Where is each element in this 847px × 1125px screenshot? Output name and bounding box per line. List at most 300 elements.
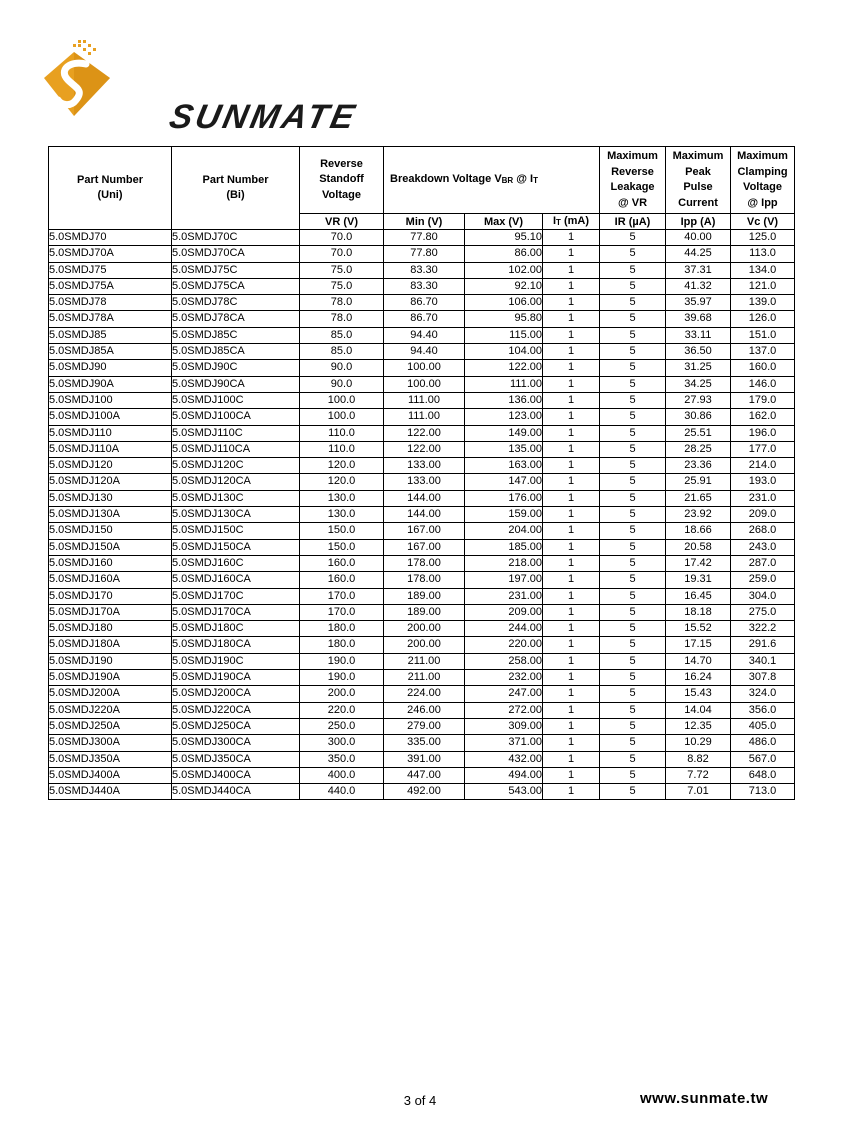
cell-bv-min: 77.80 xyxy=(384,246,465,262)
cell-part-bi: 5.0SMDJ300CA xyxy=(172,735,300,751)
cell-ir: 5 xyxy=(600,718,666,734)
cell-it: 1 xyxy=(543,735,600,751)
cell-part-bi: 5.0SMDJ75CA xyxy=(172,278,300,294)
cell-bv-min: 492.00 xyxy=(384,784,465,800)
cell-vr: 190.0 xyxy=(300,653,384,669)
cell-bv-min: 100.00 xyxy=(384,376,465,392)
cell-ipp: 19.31 xyxy=(666,572,731,588)
cell-part-uni: 5.0SMDJ150A xyxy=(49,539,172,555)
cell-part-uni: 5.0SMDJ78 xyxy=(49,295,172,311)
cell-ipp: 14.70 xyxy=(666,653,731,669)
cell-vc: 268.0 xyxy=(731,523,795,539)
cell-ir: 5 xyxy=(600,621,666,637)
cell-vr: 110.0 xyxy=(300,441,384,457)
table-row xyxy=(49,262,795,278)
table-row xyxy=(49,230,795,246)
cell-ipp: 25.51 xyxy=(666,425,731,441)
cell-part-bi: 5.0SMDJ200CA xyxy=(172,686,300,702)
cell-vc: 134.0 xyxy=(731,262,795,278)
cell-ir: 5 xyxy=(600,555,666,571)
cell-bv-min: 133.00 xyxy=(384,474,465,490)
cell-ipp: 33.11 xyxy=(666,327,731,343)
cell-it: 1 xyxy=(543,653,600,669)
cell-part-uni: 5.0SMDJ120A xyxy=(49,474,172,490)
cell-ir: 5 xyxy=(600,376,666,392)
cell-ir: 5 xyxy=(600,246,666,262)
cell-vc: 259.0 xyxy=(731,572,795,588)
cell-part-uni: 5.0SMDJ400A xyxy=(49,767,172,783)
cell-it: 1 xyxy=(543,425,600,441)
table-row xyxy=(49,604,795,620)
cell-ir: 5 xyxy=(600,686,666,702)
table-row xyxy=(49,767,795,783)
cell-it: 1 xyxy=(543,327,600,343)
cell-ipp: 15.52 xyxy=(666,621,731,637)
cell-bv-min: 178.00 xyxy=(384,572,465,588)
cell-bv-max: 147.00 xyxy=(465,474,543,490)
unit-ir: IR (µA) xyxy=(600,214,666,230)
col-header-part-uni: Part Number (Uni) xyxy=(49,147,172,230)
cell-bv-min: 200.00 xyxy=(384,621,465,637)
cell-it: 1 xyxy=(543,588,600,604)
cell-it: 1 xyxy=(543,767,600,783)
cell-bv-min: 167.00 xyxy=(384,539,465,555)
cell-ipp: 7.72 xyxy=(666,767,731,783)
cell-part-uni: 5.0SMDJ220A xyxy=(49,702,172,718)
cell-it: 1 xyxy=(543,507,600,523)
cell-it: 1 xyxy=(543,686,600,702)
cell-bv-max: 176.00 xyxy=(465,490,543,506)
cell-ipp: 36.50 xyxy=(666,344,731,360)
cell-ipp: 31.25 xyxy=(666,360,731,376)
cell-part-bi: 5.0SMDJ85CA xyxy=(172,344,300,360)
cell-ir: 5 xyxy=(600,262,666,278)
cell-ipp: 41.32 xyxy=(666,278,731,294)
cell-bv-max: 220.00 xyxy=(465,637,543,653)
cell-ir: 5 xyxy=(600,653,666,669)
cell-ipp: 39.68 xyxy=(666,311,731,327)
table-row xyxy=(49,686,795,702)
col-header-part-bi: Part Number (Bi) xyxy=(172,147,300,230)
table-row xyxy=(49,735,795,751)
cell-ipp: 17.42 xyxy=(666,555,731,571)
cell-bv-min: 279.00 xyxy=(384,718,465,734)
cell-bv-max: 122.00 xyxy=(465,360,543,376)
cell-it: 1 xyxy=(543,523,600,539)
cell-part-uni: 5.0SMDJ150 xyxy=(49,523,172,539)
cell-part-uni: 5.0SMDJ170A xyxy=(49,604,172,620)
cell-vr: 180.0 xyxy=(300,637,384,653)
cell-ipp: 23.36 xyxy=(666,458,731,474)
cell-part-uni: 5.0SMDJ85 xyxy=(49,327,172,343)
cell-part-bi: 5.0SMDJ160C xyxy=(172,555,300,571)
cell-vr: 190.0 xyxy=(300,670,384,686)
cell-vr: 85.0 xyxy=(300,327,384,343)
col-header-clamping-voltage: Maximum Clamping Voltage @ Ipp xyxy=(731,147,795,214)
cell-ipp: 23.92 xyxy=(666,507,731,523)
cell-ir: 5 xyxy=(600,458,666,474)
cell-part-bi: 5.0SMDJ170C xyxy=(172,588,300,604)
cell-part-bi: 5.0SMDJ70CA xyxy=(172,246,300,262)
cell-ir: 5 xyxy=(600,278,666,294)
cell-ipp: 37.31 xyxy=(666,262,731,278)
cell-it: 1 xyxy=(543,230,600,246)
cell-vr: 400.0 xyxy=(300,767,384,783)
table-row xyxy=(49,441,795,457)
cell-part-bi: 5.0SMDJ150C xyxy=(172,523,300,539)
cell-bv-max: 95.10 xyxy=(465,230,543,246)
cell-part-uni: 5.0SMDJ100 xyxy=(49,392,172,408)
cell-bv-min: 178.00 xyxy=(384,555,465,571)
cell-ipp: 17.15 xyxy=(666,637,731,653)
cell-vr: 150.0 xyxy=(300,539,384,555)
cell-vr: 250.0 xyxy=(300,718,384,734)
cell-vc: 179.0 xyxy=(731,392,795,408)
cell-part-bi: 5.0SMDJ85C xyxy=(172,327,300,343)
unit-min: Min (V) xyxy=(384,214,465,230)
cell-bv-max: 135.00 xyxy=(465,441,543,457)
table-row xyxy=(49,718,795,734)
cell-bv-min: 189.00 xyxy=(384,588,465,604)
cell-it: 1 xyxy=(543,555,600,571)
cell-vc: 214.0 xyxy=(731,458,795,474)
cell-vc: 486.0 xyxy=(731,735,795,751)
cell-bv-max: 95.80 xyxy=(465,311,543,327)
sunmate-logo xyxy=(40,38,361,136)
cell-it: 1 xyxy=(543,458,600,474)
cell-bv-min: 77.80 xyxy=(384,230,465,246)
table-row xyxy=(49,246,795,262)
cell-ipp: 27.93 xyxy=(666,392,731,408)
cell-vc: 125.0 xyxy=(731,230,795,246)
cell-part-bi: 5.0SMDJ190CA xyxy=(172,670,300,686)
cell-ir: 5 xyxy=(600,670,666,686)
cell-bv-max: 231.00 xyxy=(465,588,543,604)
cell-ipp: 28.25 xyxy=(666,441,731,457)
cell-vr: 170.0 xyxy=(300,588,384,604)
cell-vc: 139.0 xyxy=(731,295,795,311)
cell-bv-min: 111.00 xyxy=(384,409,465,425)
logo-mark-icon xyxy=(40,38,140,124)
cell-ir: 5 xyxy=(600,441,666,457)
cell-part-bi: 5.0SMDJ100CA xyxy=(172,409,300,425)
cell-part-uni: 5.0SMDJ190 xyxy=(49,653,172,669)
cell-bv-min: 144.00 xyxy=(384,507,465,523)
cell-part-bi: 5.0SMDJ220CA xyxy=(172,702,300,718)
cell-it: 1 xyxy=(543,262,600,278)
cell-ipp: 10.29 xyxy=(666,735,731,751)
cell-part-uni: 5.0SMDJ170 xyxy=(49,588,172,604)
cell-ir: 5 xyxy=(600,409,666,425)
cell-vc: 356.0 xyxy=(731,702,795,718)
cell-ir: 5 xyxy=(600,767,666,783)
table-row xyxy=(49,425,795,441)
table-row xyxy=(49,653,795,669)
cell-ipp: 40.00 xyxy=(666,230,731,246)
cell-part-bi: 5.0SMDJ110C xyxy=(172,425,300,441)
cell-it: 1 xyxy=(543,718,600,734)
cell-vr: 100.0 xyxy=(300,409,384,425)
cell-part-uni: 5.0SMDJ90A xyxy=(49,376,172,392)
cell-ir: 5 xyxy=(600,751,666,767)
cell-vc: 126.0 xyxy=(731,311,795,327)
cell-bv-max: 244.00 xyxy=(465,621,543,637)
cell-vc: 324.0 xyxy=(731,686,795,702)
table-row xyxy=(49,751,795,767)
cell-part-bi: 5.0SMDJ160CA xyxy=(172,572,300,588)
cell-ipp: 8.82 xyxy=(666,751,731,767)
page-number: 3 of 4 xyxy=(403,1093,437,1108)
cell-ipp: 44.25 xyxy=(666,246,731,262)
cell-bv-min: 391.00 xyxy=(384,751,465,767)
cell-bv-min: 86.70 xyxy=(384,295,465,311)
cell-it: 1 xyxy=(543,670,600,686)
cell-bv-max: 136.00 xyxy=(465,392,543,408)
cell-bv-max: 115.00 xyxy=(465,327,543,343)
cell-vc: 209.0 xyxy=(731,507,795,523)
cell-bv-min: 122.00 xyxy=(384,441,465,457)
cell-vc: 648.0 xyxy=(731,767,795,783)
cell-it: 1 xyxy=(543,409,600,425)
cell-bv-max: 104.00 xyxy=(465,344,543,360)
cell-vc: 713.0 xyxy=(731,784,795,800)
cell-vr: 160.0 xyxy=(300,555,384,571)
cell-bv-max: 209.00 xyxy=(465,604,543,620)
cell-ir: 5 xyxy=(600,344,666,360)
cell-ipp: 18.18 xyxy=(666,604,731,620)
col-header-reverse-standoff: Reverse Standoff Voltage xyxy=(300,147,384,214)
cell-vc: 162.0 xyxy=(731,409,795,425)
cell-vc: 231.0 xyxy=(731,490,795,506)
table-row xyxy=(49,392,795,408)
cell-vc: 177.0 xyxy=(731,441,795,457)
cell-part-uni: 5.0SMDJ100A xyxy=(49,409,172,425)
cell-bv-min: 144.00 xyxy=(384,490,465,506)
cell-part-uni: 5.0SMDJ90 xyxy=(49,360,172,376)
cell-bv-max: 197.00 xyxy=(465,572,543,588)
cell-it: 1 xyxy=(543,751,600,767)
cell-ir: 5 xyxy=(600,392,666,408)
cell-part-bi: 5.0SMDJ100C xyxy=(172,392,300,408)
cell-part-bi: 5.0SMDJ180CA xyxy=(172,637,300,653)
cell-part-bi: 5.0SMDJ180C xyxy=(172,621,300,637)
table-body xyxy=(49,230,795,800)
cell-part-bi: 5.0SMDJ78CA xyxy=(172,311,300,327)
cell-vr: 300.0 xyxy=(300,735,384,751)
cell-vc: 287.0 xyxy=(731,555,795,571)
table-row xyxy=(49,523,795,539)
cell-vc: 243.0 xyxy=(731,539,795,555)
cell-it: 1 xyxy=(543,572,600,588)
cell-ir: 5 xyxy=(600,474,666,490)
table-row xyxy=(49,458,795,474)
cell-bv-min: 100.00 xyxy=(384,360,465,376)
cell-it: 1 xyxy=(543,376,600,392)
unit-vr: VR (V) xyxy=(300,214,384,230)
cell-vr: 90.0 xyxy=(300,376,384,392)
cell-vc: 304.0 xyxy=(731,588,795,604)
cell-ipp: 18.66 xyxy=(666,523,731,539)
cell-ir: 5 xyxy=(600,702,666,718)
cell-ir: 5 xyxy=(600,425,666,441)
cell-ir: 5 xyxy=(600,523,666,539)
cell-ipp: 7.01 xyxy=(666,784,731,800)
table-row xyxy=(49,588,795,604)
cell-vr: 120.0 xyxy=(300,458,384,474)
cell-part-bi: 5.0SMDJ90CA xyxy=(172,376,300,392)
cell-part-bi: 5.0SMDJ70C xyxy=(172,230,300,246)
cell-ir: 5 xyxy=(600,295,666,311)
cell-bv-min: 211.00 xyxy=(384,670,465,686)
cell-vr: 130.0 xyxy=(300,507,384,523)
cell-bv-max: 111.00 xyxy=(465,376,543,392)
cell-vc: 151.0 xyxy=(731,327,795,343)
cell-it: 1 xyxy=(543,702,600,718)
table-row xyxy=(49,702,795,718)
cell-it: 1 xyxy=(543,311,600,327)
cell-bv-max: 159.00 xyxy=(465,507,543,523)
cell-bv-min: 335.00 xyxy=(384,735,465,751)
cell-part-bi: 5.0SMDJ110CA xyxy=(172,441,300,457)
cell-it: 1 xyxy=(543,474,600,490)
cell-it: 1 xyxy=(543,344,600,360)
cell-bv-max: 232.00 xyxy=(465,670,543,686)
table-row xyxy=(49,637,795,653)
unit-max: Max (V) xyxy=(465,214,543,230)
cell-bv-min: 83.30 xyxy=(384,278,465,294)
unit-vc: Vc (V) xyxy=(731,214,795,230)
col-header-reverse-leakage: Maximum Reverse Leakage @ VR xyxy=(600,147,666,214)
cell-bv-min: 211.00 xyxy=(384,653,465,669)
cell-part-bi: 5.0SMDJ75C xyxy=(172,262,300,278)
cell-ipp: 20.58 xyxy=(666,539,731,555)
cell-part-uni: 5.0SMDJ440A xyxy=(49,784,172,800)
cell-bv-min: 224.00 xyxy=(384,686,465,702)
cell-bv-max: 543.00 xyxy=(465,784,543,800)
cell-vc: 196.0 xyxy=(731,425,795,441)
cell-vc: 160.0 xyxy=(731,360,795,376)
cell-vc: 275.0 xyxy=(731,604,795,620)
cell-ipp: 12.35 xyxy=(666,718,731,734)
cell-vr: 200.0 xyxy=(300,686,384,702)
cell-bv-max: 106.00 xyxy=(465,295,543,311)
cell-vr: 160.0 xyxy=(300,572,384,588)
cell-part-bi: 5.0SMDJ120CA xyxy=(172,474,300,490)
cell-part-uni: 5.0SMDJ70 xyxy=(49,230,172,246)
cell-bv-max: 149.00 xyxy=(465,425,543,441)
cell-part-bi: 5.0SMDJ78C xyxy=(172,295,300,311)
cell-it: 1 xyxy=(543,360,600,376)
cell-ir: 5 xyxy=(600,490,666,506)
cell-ir: 5 xyxy=(600,735,666,751)
cell-bv-max: 272.00 xyxy=(465,702,543,718)
cell-ipp: 35.97 xyxy=(666,295,731,311)
cell-vc: 291.6 xyxy=(731,637,795,653)
cell-vc: 137.0 xyxy=(731,344,795,360)
cell-ipp: 16.45 xyxy=(666,588,731,604)
cell-part-bi: 5.0SMDJ400CA xyxy=(172,767,300,783)
cell-ipp: 16.24 xyxy=(666,670,731,686)
table-row xyxy=(49,327,795,343)
cell-vr: 75.0 xyxy=(300,278,384,294)
table-row xyxy=(49,409,795,425)
cell-part-bi: 5.0SMDJ250CA xyxy=(172,718,300,734)
cell-bv-max: 92.10 xyxy=(465,278,543,294)
table-row xyxy=(49,555,795,571)
cell-bv-min: 447.00 xyxy=(384,767,465,783)
cell-part-uni: 5.0SMDJ200A xyxy=(49,686,172,702)
cell-bv-min: 189.00 xyxy=(384,604,465,620)
cell-bv-max: 102.00 xyxy=(465,262,543,278)
cell-bv-max: 371.00 xyxy=(465,735,543,751)
unit-ipp: Ipp (A) xyxy=(666,214,731,230)
cell-ipp: 25.91 xyxy=(666,474,731,490)
cell-vr: 75.0 xyxy=(300,262,384,278)
cell-vr: 350.0 xyxy=(300,751,384,767)
cell-bv-max: 163.00 xyxy=(465,458,543,474)
cell-vr: 110.0 xyxy=(300,425,384,441)
cell-it: 1 xyxy=(543,604,600,620)
cell-part-uni: 5.0SMDJ70A xyxy=(49,246,172,262)
cell-part-uni: 5.0SMDJ160A xyxy=(49,572,172,588)
cell-part-bi: 5.0SMDJ90C xyxy=(172,360,300,376)
cell-part-uni: 5.0SMDJ160 xyxy=(49,555,172,571)
cell-part-uni: 5.0SMDJ130 xyxy=(49,490,172,506)
cell-ir: 5 xyxy=(600,311,666,327)
cell-part-uni: 5.0SMDJ180 xyxy=(49,621,172,637)
cell-it: 1 xyxy=(543,621,600,637)
cell-part-uni: 5.0SMDJ110A xyxy=(49,441,172,457)
cell-ipp: 15.43 xyxy=(666,686,731,702)
cell-ir: 5 xyxy=(600,604,666,620)
table-row xyxy=(49,474,795,490)
cell-ir: 5 xyxy=(600,327,666,343)
cell-bv-max: 204.00 xyxy=(465,523,543,539)
cell-vc: 146.0 xyxy=(731,376,795,392)
cell-part-uni: 5.0SMDJ75A xyxy=(49,278,172,294)
table-row xyxy=(49,784,795,800)
cell-bv-min: 133.00 xyxy=(384,458,465,474)
cell-vr: 440.0 xyxy=(300,784,384,800)
cell-vc: 340.1 xyxy=(731,653,795,669)
col-header-peak-pulse-current: Maximum Peak Pulse Current xyxy=(666,147,731,214)
cell-vr: 70.0 xyxy=(300,246,384,262)
cell-vr: 85.0 xyxy=(300,344,384,360)
cell-part-uni: 5.0SMDJ120 xyxy=(49,458,172,474)
cell-bv-min: 83.30 xyxy=(384,262,465,278)
cell-ir: 5 xyxy=(600,572,666,588)
cell-vr: 130.0 xyxy=(300,490,384,506)
cell-bv-max: 123.00 xyxy=(465,409,543,425)
cell-vc: 307.8 xyxy=(731,670,795,686)
cell-bv-max: 258.00 xyxy=(465,653,543,669)
cell-vc: 567.0 xyxy=(731,751,795,767)
cell-bv-max: 218.00 xyxy=(465,555,543,571)
table-row xyxy=(49,376,795,392)
cell-vr: 90.0 xyxy=(300,360,384,376)
cell-bv-max: 185.00 xyxy=(465,539,543,555)
website-link[interactable]: www.sunmate.tw xyxy=(640,1090,769,1107)
cell-it: 1 xyxy=(543,441,600,457)
cell-ir: 5 xyxy=(600,637,666,653)
cell-vc: 193.0 xyxy=(731,474,795,490)
cell-ir: 5 xyxy=(600,784,666,800)
cell-vr: 220.0 xyxy=(300,702,384,718)
cell-bv-max: 494.00 xyxy=(465,767,543,783)
cell-ipp: 21.65 xyxy=(666,490,731,506)
table-row xyxy=(49,295,795,311)
cell-it: 1 xyxy=(543,539,600,555)
